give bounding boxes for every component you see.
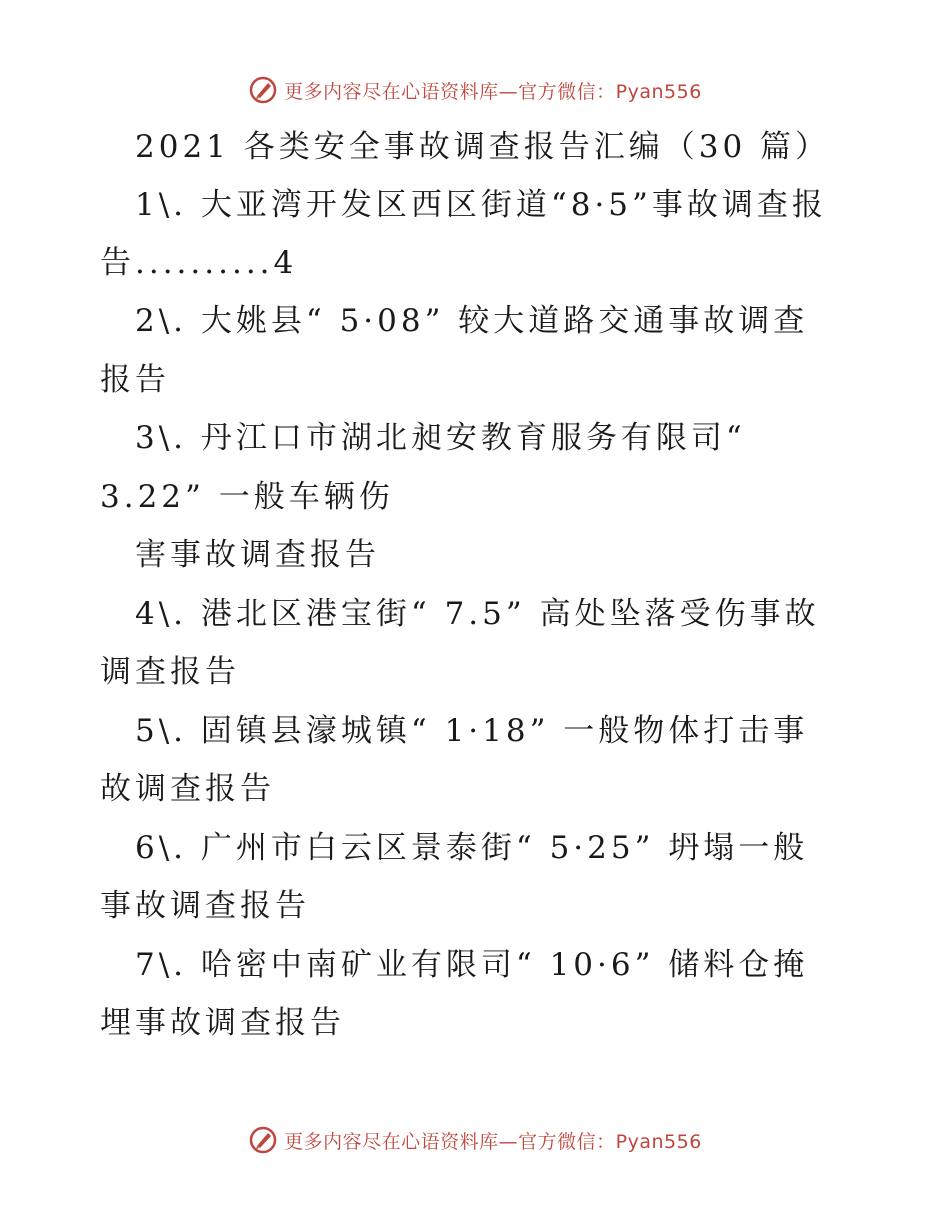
list-item-line: 5\. 固镇县濠城镇“ 1·18” 一般物体打击事 (135, 713, 809, 749)
list-item-line: 埋事故调查报告 (100, 1005, 345, 1041)
watermark-footer (0, 1122, 950, 1158)
list-item-line: 7\. 哈密中南矿业有限司“ 10·6” 储料仓掩 (135, 947, 809, 983)
list-item-line: 6\. 广州市白云区景泰街“ 5·25” 坍塌一般 (135, 830, 809, 866)
list-item-line: 告..........4 (100, 245, 298, 281)
list-item-line: 1\. 大亚湾开发区西区街道“8·5”事故调查报 (135, 187, 827, 223)
pen-logo-icon (248, 1125, 278, 1155)
list-item-line: 报告 (100, 362, 170, 398)
list-item-line: 4\. 港北区港宝街“ 7.5” 高处坠落受伤事故 (135, 596, 820, 632)
list-item-line: 害事故调查报告 (135, 537, 380, 573)
list-item-line: 2\. 大姚县“ 5·08” 较大道路交通事故调查 (135, 303, 809, 339)
list-item-line: 事故调查报告 (100, 888, 310, 924)
list-item-line: 3\. 丹江口市湖北昶安教育服务有限司“ (135, 420, 746, 456)
list-item-line: 3.22” 一般车辆伤 (100, 479, 394, 515)
list-item-line: 调查报告 (100, 654, 240, 690)
document-title: 2021 各类安全事故调查报告汇编（30 篇） (135, 129, 831, 165)
list-item-line: 故调查报告 (100, 771, 275, 807)
watermark-text: 更多内容尽在心语资料库—官方微信：Pyan556 (284, 80, 702, 103)
watermark-text: 更多内容尽在心语资料库—官方微信：Pyan556 (284, 1130, 702, 1153)
